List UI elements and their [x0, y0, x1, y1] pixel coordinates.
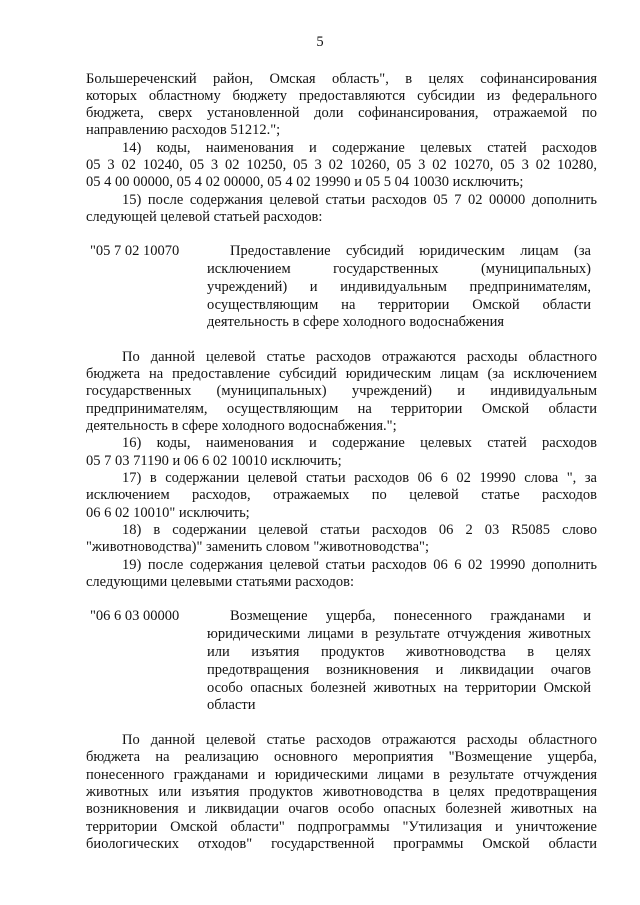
entry-description-line: Предоставление субсидий юридическим лицам (за — [230, 243, 591, 259]
text-line: 14) коды, наименования и содержание целевых статей расходов — [122, 140, 597, 156]
entry-description-line: или изъятия продуктов животноводства в целях — [207, 644, 591, 660]
text-line: 05 3 02 10240, 05 3 02 10250, 05 3 02 10260, 05 3 02 10270, 05 3 02 10280, — [86, 157, 597, 173]
entry-code: "06 6 03 00000 — [90, 608, 180, 624]
text-line: направлению расходов 51212."; — [86, 122, 281, 138]
text-line: 15) после содержания целевой статьи расходов 05 7 02 00000 дополнить — [122, 192, 597, 208]
text-line: бюджета, сверх установленной доли софинансирования, отражаемой по — [86, 105, 597, 121]
text-line: бюджета на предоставление субсидий юридическим лицам (за исключением — [86, 366, 597, 382]
text-line: животных или изъятия продуктов животноводства в целях предотвращения — [86, 784, 597, 800]
text-line: 05 7 03 71190 и 06 6 02 10010 исключить; — [86, 453, 342, 469]
text-line: которых областному бюджету предоставляются субсидии из федерального — [86, 88, 597, 104]
text-line: бюджета на реализацию основного мероприятия "Возмещение ущерба, — [86, 749, 597, 765]
entry-description-line: особо опасных болезней животных на территории Омской — [207, 680, 591, 696]
text-line: исключением расходов, отражаемых по целевой статье расходов — [86, 487, 597, 503]
text-line: 16) коды, наименования и содержание целевых статей расходов — [122, 435, 597, 451]
text-line: возникновения и ликвидации очагов особо опасных болезней животных на — [86, 801, 597, 817]
text-line: 18) в содержании целевой статьи расходов 06 2 03 R5085 слово — [122, 522, 597, 538]
entry-description-line: осуществляющим на территории Омской области — [207, 297, 591, 313]
text-line: 05 4 00 00000, 05 4 02 00000, 05 4 02 19990 и 05 5 04 10030 исключить; — [86, 174, 524, 190]
entry-description-line: области — [207, 697, 256, 713]
text-line: следующей целевой статьей расходов: — [86, 209, 323, 225]
text-line: 06 6 02 10010" исключить; — [86, 505, 250, 521]
entry-description-line: учреждений) и индивидуальным предпринимателям, — [207, 279, 591, 295]
text-line: По данной целевой статье расходов отражаются расходы областного — [122, 349, 597, 365]
text-line: государственных (муниципальных) учреждений) и индивидуальным — [86, 383, 597, 399]
text-line: территории Омской области" подпрограммы "Утилизация и уничтожение — [86, 819, 597, 835]
entry-description-line: исключением государственных (муниципальных) — [207, 261, 591, 277]
entry-description-line: деятельность в сфере холодного водоснабжения — [207, 314, 505, 330]
entry-description-line: юридическими лицами в результате отчуждения животных — [207, 626, 591, 642]
page-number: 5 — [316, 34, 324, 50]
text-line: следующими целевыми статьями расходов: — [86, 574, 355, 590]
text-line: биологических отходов" государственной программы Омской области — [86, 836, 597, 852]
text-line: "животноводства)" заменить словом "животноводства"; — [86, 539, 429, 555]
text-line: предпринимателям, осуществляющим на территории Омской области — [86, 401, 597, 417]
text-line: 17) в содержании целевой статьи расходов 06 6 02 19990 слова ", за — [122, 470, 597, 486]
entry-code: "05 7 02 10070 — [90, 243, 180, 259]
text-line: понесенного гражданами и юридическими лицами в результате отчуждения — [86, 767, 597, 783]
text-line: деятельность в сфере холодного водоснабжения."; — [86, 418, 397, 434]
text-line: 19) после содержания целевой статьи расходов 06 6 02 19990 дополнить — [122, 557, 597, 573]
text-line: По данной целевой статье расходов отражаются расходы областного — [122, 732, 597, 748]
entry-description-line: предотвращения возникновения и ликвидации очагов — [207, 662, 591, 678]
text-line: Большереченский район, Омская область", в целях софинансирования — [86, 71, 597, 87]
entry-description-line: Возмещение ущерба, понесенного гражданами и — [230, 608, 591, 624]
